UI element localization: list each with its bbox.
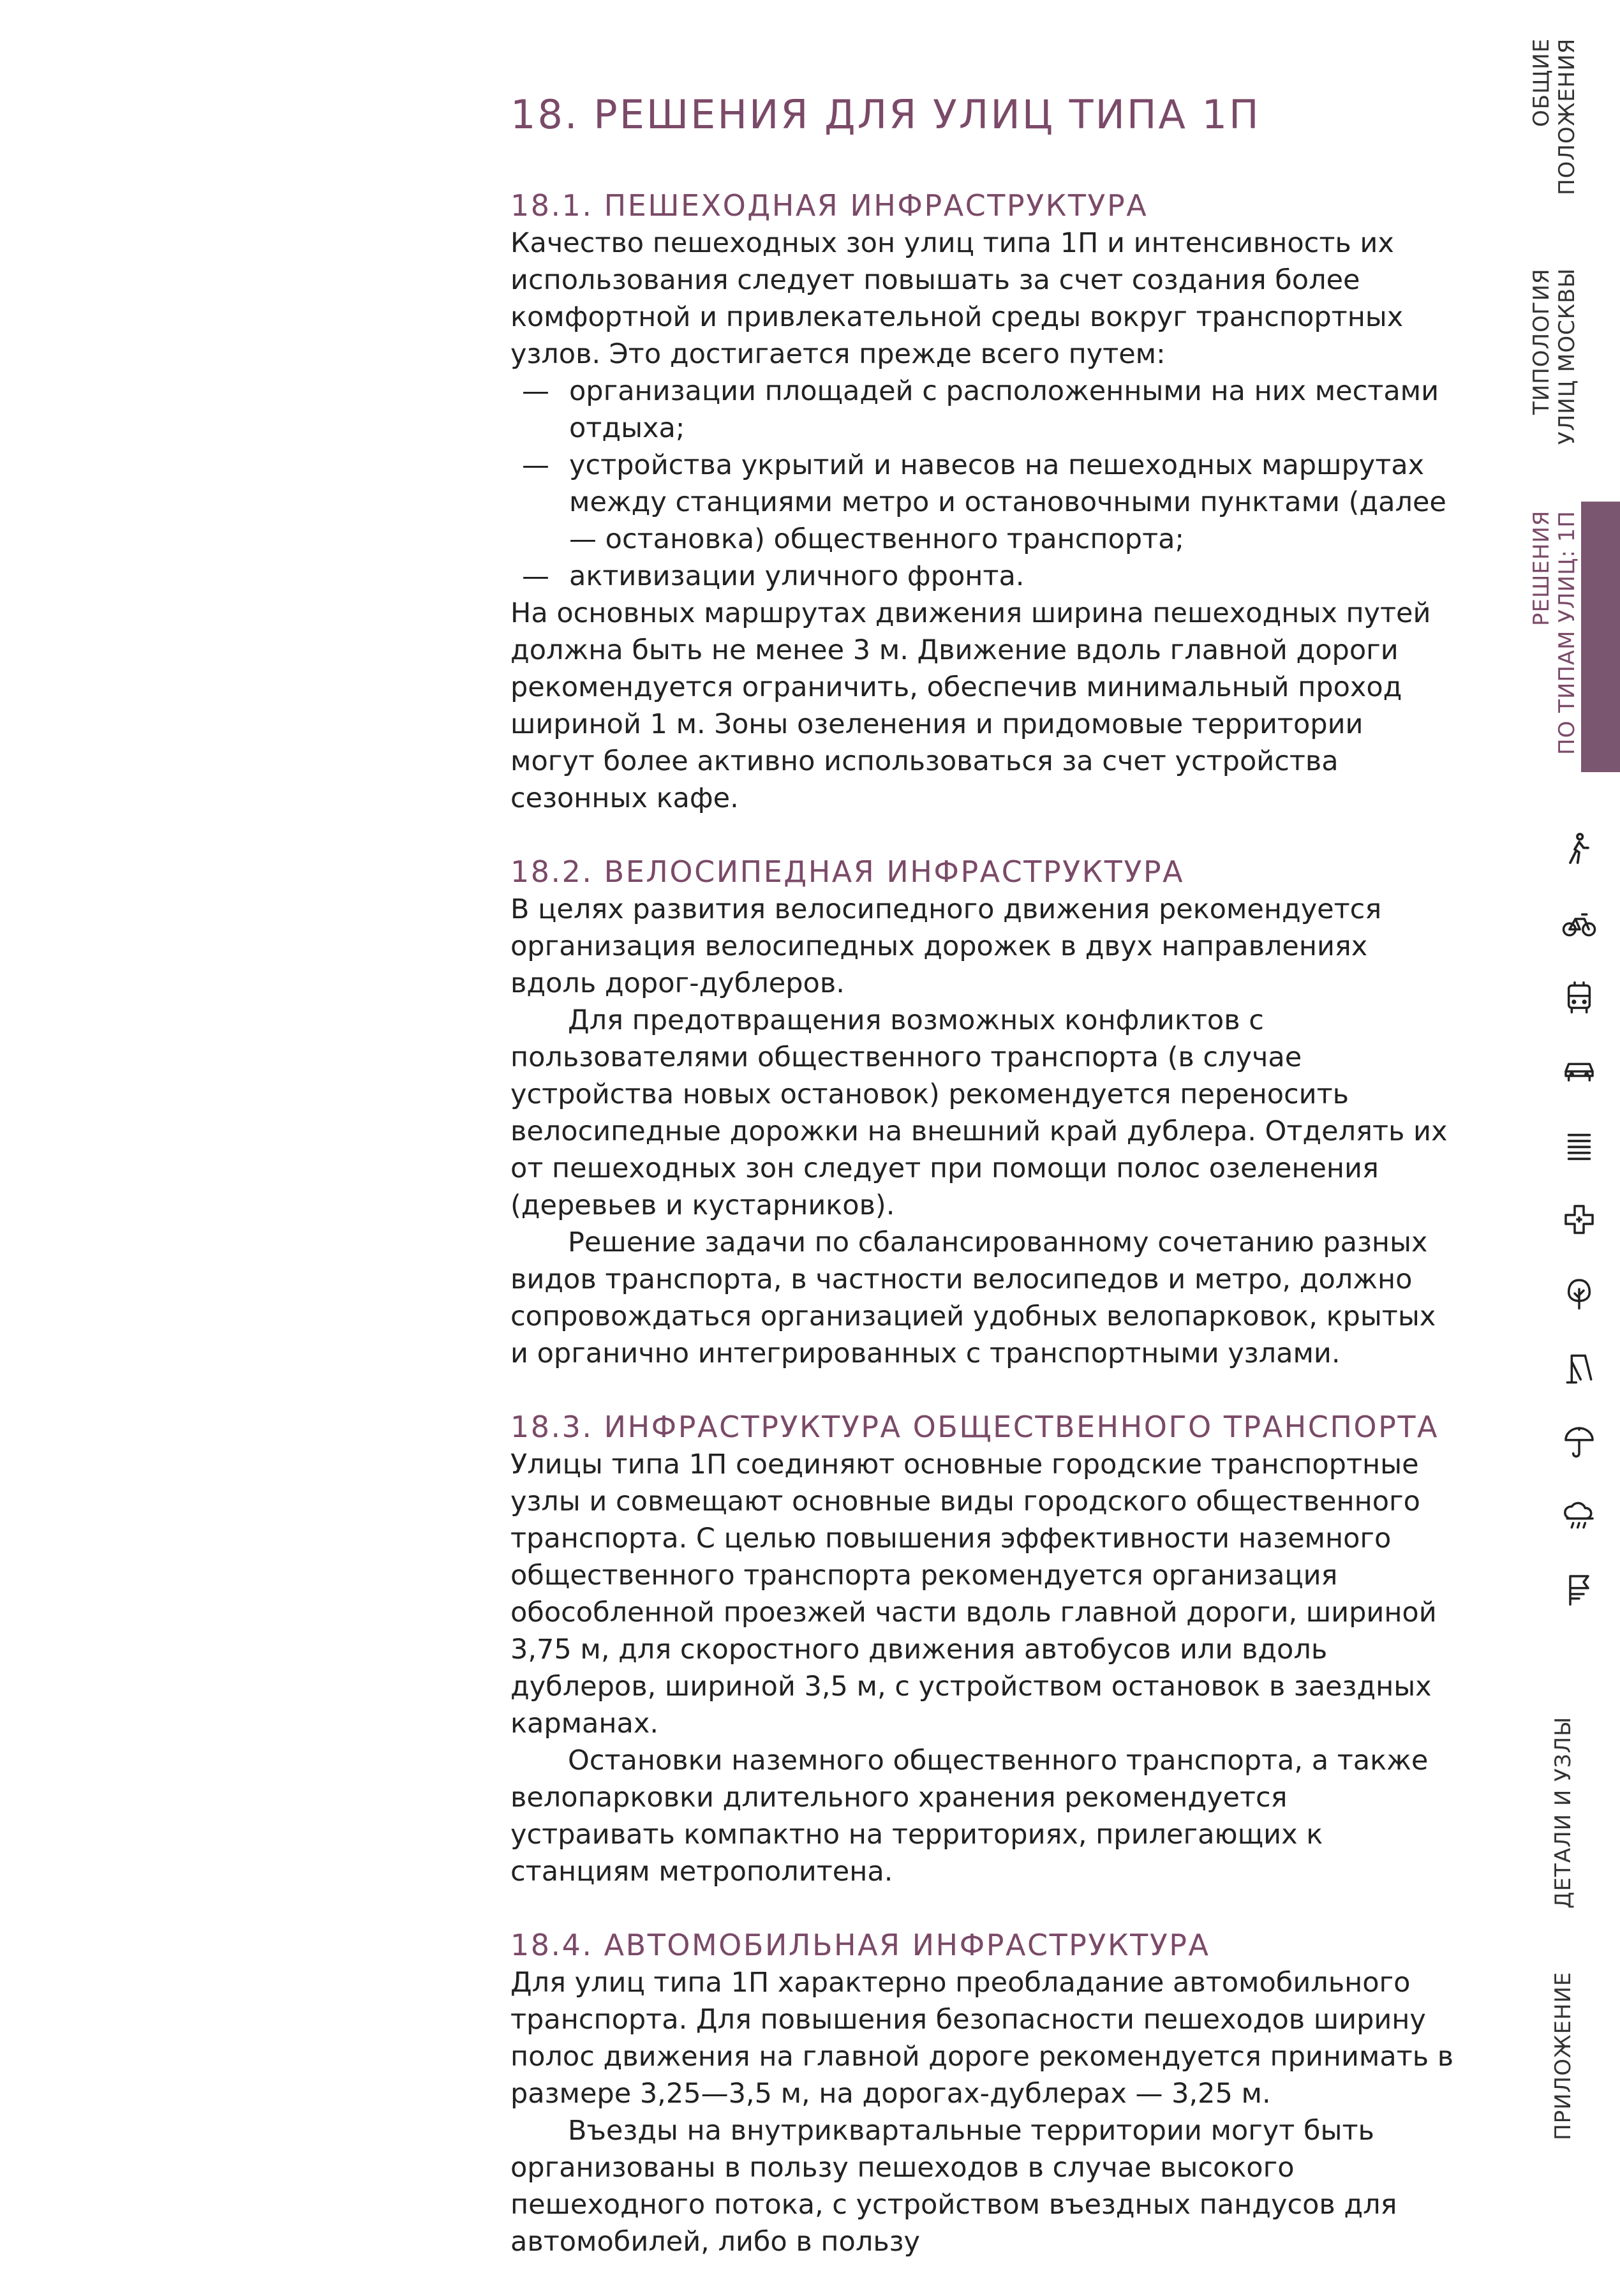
pedestrian-icon[interactable] [1557, 827, 1601, 872]
section-heading: 18.4. АВТОМОБИЛЬНАЯ ИНФРАСТРУКТУРА [510, 1928, 1210, 1962]
paragraph: Для предотвращения возможных конфликтов с пользователями общественного транспорта (в случае устройства новых остановок) рекомендуется переносить велосипедные дорожки на внешний край дублера. Отделять их от пешеходных зон следует при помощи полос озеленения (деревьев и кустарников). [510, 1004, 1448, 1221]
section-heading: 18.2. ВЕЛОСИПЕДНАЯ ИНФРАСТРУКТУРА [510, 854, 1185, 889]
section-bicycle [510, 853, 1455, 1372]
tab-typology[interactable] [1516, 268, 1593, 459]
section-pedestrian [510, 186, 1455, 817]
list-item: — устройства укрытий и навесов на пешеходных маршрутах между станциями метро и остановочными пунктами (далее — остановка) общественного транспорта; [510, 447, 1455, 558]
paragraph: В целях развития велосипедного движения рекомендуется организация велосипедных дорожек в двух направлениях вдоль дорог-дублеров. [510, 893, 1382, 999]
section-public-transport [510, 1408, 1455, 1890]
tab-label: ОБЩИЕ ПОЛОЖЕНИЯ [1529, 38, 1580, 196]
paragraph: На основных маршрутах движения ширина пешеходных путей должна быть не менее 3 м. Движение вдоль главной дороги рекомендуется ограничить, обеспечив минимальный проход шириной 1 м. Зоны озеленения и придомовые территории могут более активно использоваться за счет устройства сезонных кафе. [510, 597, 1431, 814]
car-icon[interactable] [1557, 1049, 1601, 1094]
paragraph: Качество пешеходных зон улиц типа 1П и интенсивность их использования следует повышать за счет создания более комфортной и привлекательной среды вокруг транспортных узлов. Это достигается прежде всего путем: [510, 227, 1404, 370]
utilities-cross-icon[interactable] [1557, 1197, 1601, 1242]
section-automobile [510, 1926, 1455, 2260]
paragraph: Остановки наземного общественного транспорта, а также велопарковки длительного хранения рекомендуется устраивать компактно на территориях, прилегающих к станциям метрополитена. [510, 1745, 1429, 1888]
tree-icon[interactable] [1557, 1271, 1601, 1316]
bus-icon[interactable] [1557, 975, 1601, 1020]
main-content [510, 89, 1455, 2296]
paragraph: Въезды на внутриквартальные территории могут быть организованы в пользу пешеходов в случае высокого пешеходного потока, с устройством въездных пандусов для автомобилей, либо в пользу [510, 2115, 1397, 2258]
tab-label: ДЕТАЛИ И УЗЛЫ [1550, 1717, 1576, 1909]
tab-solutions-1p[interactable] [1516, 511, 1593, 766]
list-item: — активизации уличного фронта. [510, 558, 1455, 595]
layers-icon[interactable] [1557, 1123, 1601, 1168]
tab-details[interactable] [1525, 1717, 1601, 1946]
bicycle-icon[interactable] [1557, 901, 1601, 946]
section-heading: 18.3. ИНФРАСТРУКТУРА ОБЩЕСТВЕННОГО ТРАНСПОРТА [510, 1410, 1439, 1444]
tab-label: ТИПОЛОГИЯ УЛИЦ МОСКВЫ [1529, 268, 1580, 445]
tab-label: РЕШЕНИЯ ПО ТИПАМ УЛИЦ: 1П [1529, 511, 1580, 755]
tab-appendix[interactable] [1525, 1972, 1601, 2163]
rain-cloud-icon[interactable] [1557, 1493, 1601, 1538]
tab-general[interactable] [1516, 38, 1593, 211]
page-title: 18. РЕШЕНИЯ ДЛЯ УЛИЦ ТИПА 1П [510, 91, 1261, 138]
paragraph: Решение задачи по сбалансированному сочетанию разных видов транспорта, в частности велосипедов и метро, должно сопровождаться организацией удобных велопарковок, крытых и органично интегрированных с транспортными узлами. [510, 1226, 1436, 1369]
bullet-list [510, 373, 1455, 595]
umbrella-icon[interactable] [1557, 1419, 1601, 1464]
lamp-icon[interactable] [1557, 1345, 1601, 1390]
flag-icon[interactable] [1557, 1567, 1601, 1612]
paragraph: Улицы типа 1П соединяют основные городские транспортные узлы и совмещают основные виды городского общественного транспорта. С целью повышения эффективности наземного общественного транспорта рекомендуется организация обособленной проезжей части вдоль главной дороги, шириной 3,75 м, для скоростного движения автобусов или вдоль дублеров, шириной 3,5 м, с устройством остановок в заездных карманах. [510, 1449, 1437, 1740]
list-item: — организации площадей с расположенными на них местами отдыха; [510, 373, 1455, 447]
tab-label: ПРИЛОЖЕНИЕ [1550, 1972, 1576, 2141]
paragraph: Для улиц типа 1П характерно преобладание автомобильного транспорта. Для повышения безопасности пешеходов ширину полос движения на главной дороге рекомендуется принимать в размере 3,25—3,5 м, на дорогах-дублерах — 3,25 м. [510, 1967, 1454, 2110]
section-heading: 18.1. ПЕШЕХОДНАЯ ИНФРАСТРУКТУРА [510, 188, 1148, 223]
